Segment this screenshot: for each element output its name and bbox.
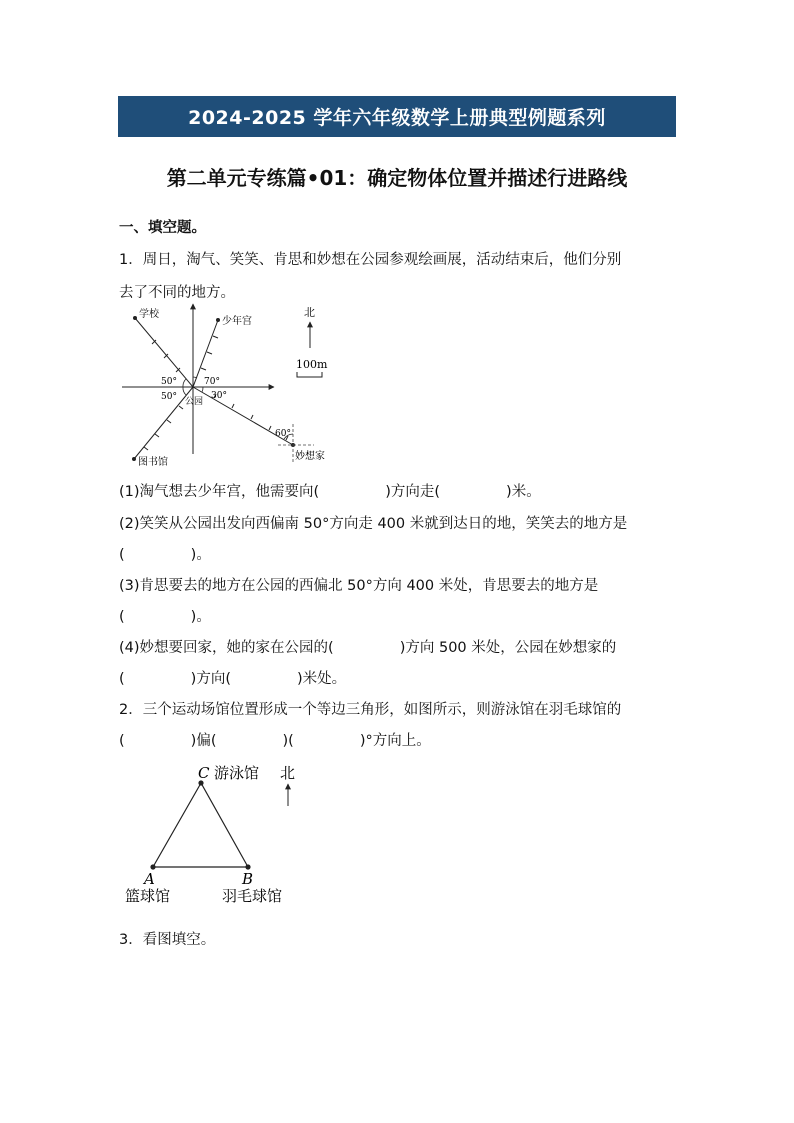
- north-label: 北: [304, 306, 315, 319]
- label-library: 图书馆: [138, 457, 168, 468]
- section-heading: 一、填空题。: [119, 220, 206, 236]
- label-school: 学校: [139, 309, 159, 320]
- name-b: 羽毛球馆: [222, 887, 283, 905]
- q1-part3-line2: ( )。: [119, 609, 211, 625]
- letter-b: B: [242, 870, 254, 888]
- north-label-q2: 北: [280, 764, 296, 782]
- point-b: [245, 864, 250, 869]
- label-park: 公园: [185, 397, 204, 407]
- title-banner: 2024-2025 学年六年级数学上册典型例题系列: [118, 96, 676, 137]
- point-a: [150, 864, 155, 869]
- q2-stem-line2: ( )偏( )( )°方向上。: [119, 733, 431, 749]
- q1-part2-line2: ( )。: [119, 547, 211, 563]
- angle-30: 30°: [211, 391, 227, 401]
- angle-50-upper: 50°: [161, 377, 177, 387]
- page-subtitle: 第二单元专练篇•01：确定物体位置并描述行进路线: [166, 166, 628, 190]
- label-palace: 少年宫: [222, 316, 252, 327]
- q1-part1: (1)淘气想去少年宫，他需要向( )方向走( )米。: [119, 484, 541, 500]
- triangle: [153, 783, 248, 867]
- angle-70: 70°: [204, 377, 220, 387]
- q1-part4-line2: ( )方向( )米处。: [119, 671, 347, 687]
- name-a: 篮球馆: [125, 887, 171, 905]
- q3-stem: 3．看图填空。: [119, 932, 216, 948]
- q1-stem-line1: 1．周日，淘气、笑笑、肯思和妙想在公园参观绘画展，活动结束后，他们分别: [119, 252, 622, 268]
- q1-north-scale: [288, 302, 338, 382]
- q1-part3-line1: (3)肯思要去的地方在公园的西偏北 50°方向 400 米处，肯思要去的地方是: [119, 578, 599, 594]
- letter-a: A: [144, 870, 155, 888]
- q2-stem-line1: 2．三个运动场馆位置形成一个等边三角形，如图所示，则游泳馆在羽毛球馆的: [119, 702, 622, 718]
- q1-part4-line1: (4)妙想要回家，她的家在公园的( )方向 500 米处，公园在妙想家的: [119, 640, 617, 656]
- scale-label: 100m: [296, 358, 328, 371]
- q1-stem-line2: 去了不同的地方。: [119, 285, 235, 301]
- angle-60: 60°: [275, 429, 291, 439]
- name-c: 游泳馆: [214, 764, 260, 782]
- label-home: 妙想家: [295, 451, 325, 462]
- q1-part2-line1: (2)笑笑从公园出发向西偏南 50°方向走 400 米就到达日的地，笑笑去的地方是: [119, 516, 628, 532]
- letter-c: C: [198, 764, 210, 782]
- library-dot: [132, 457, 136, 461]
- angle-50-lower: 50°: [161, 392, 177, 402]
- q2-triangle-diagram: [118, 760, 318, 910]
- palace-dot: [216, 318, 220, 322]
- school-dot: [133, 316, 137, 320]
